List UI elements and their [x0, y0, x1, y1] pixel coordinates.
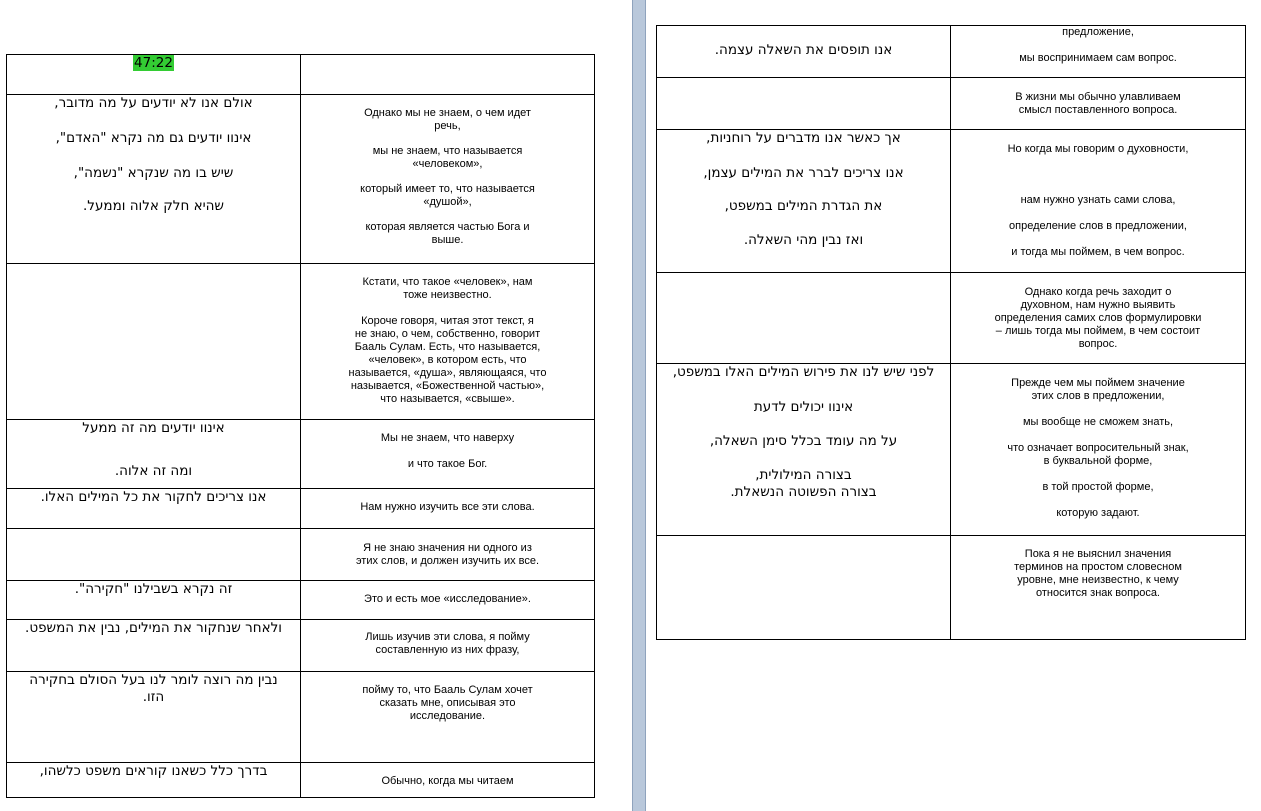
- table-row: [657, 364, 1246, 536]
- russian-line: Мы не знаем, что наверху: [380, 432, 515, 444]
- russian-line: предложение,: [1062, 26, 1134, 38]
- russian-line: в той простой форме,: [1042, 481, 1154, 493]
- hebrew-line: שהיא חלק אלוה וממעל.: [83, 198, 224, 214]
- russian-cell: [301, 529, 595, 581]
- hebrew-cell: [7, 264, 301, 420]
- table-row: [657, 536, 1246, 640]
- hebrew-cell: [657, 78, 951, 130]
- russian-cell: [301, 763, 595, 798]
- russian-line: который имеет то, что называется «душой»,: [360, 183, 535, 208]
- hebrew-line: בצורה המילולית, בצורה הפשוטה הנשאלת.: [730, 467, 877, 500]
- russian-line: Но когда мы говорим о духовности,: [1007, 143, 1189, 155]
- russian-line: Лишь изучив эти слова, я пойму составленную из них фразу,: [365, 631, 530, 656]
- hebrew-line: ולאחר שנחקור את המילים, נבין את המשפט.: [25, 620, 282, 636]
- russian-line: Нам нужно изучить все эти слова.: [360, 501, 535, 513]
- hebrew-cell: [7, 672, 301, 763]
- hebrew-line: אנו תופסים את השאלה עצמה.: [714, 42, 893, 58]
- hebrew-cell: [657, 536, 951, 640]
- hebrew-line: זה נקרא בשבילנו "חקירה".: [74, 581, 233, 597]
- hebrew-cell: [7, 55, 301, 95]
- russian-line: пойму то, что Бааль Сулам хочет сказать мне, описывая это исследование.: [362, 684, 533, 722]
- table-row: [7, 489, 595, 529]
- hebrew-line: בדרך כלל כשאנו קוראים משפט כלשהו,: [39, 763, 268, 779]
- table-row: [657, 130, 1246, 273]
- hebrew-line: אנו צריכים לברר את המילים עצמן,: [703, 165, 904, 181]
- russian-line: Короче говоря, читая этот текст, я не знаю, о чем, собственно, говорит Бааль Сулам. Есть, что называется, «человек», в котором есть, что называется, «душа», являющаяся, что называется, «Божественной частью», что называется, «свыше».: [348, 315, 547, 405]
- russian-cell: [951, 130, 1246, 273]
- table-row: [7, 763, 595, 798]
- hebrew-line: את הגדרת המילים במשפט,: [724, 198, 883, 214]
- russian-cell: [951, 536, 1246, 640]
- russian-cell: [301, 95, 595, 264]
- hebrew-cell: [657, 273, 951, 364]
- russian-cell: [301, 672, 595, 763]
- hebrew-line: על מה עומד בכלל סימן השאלה,: [709, 433, 898, 449]
- hebrew-line: אולם אנו לא יודעים על מה מדובר,: [54, 95, 253, 111]
- translation-table-left: [6, 54, 595, 798]
- table-row: [7, 55, 595, 95]
- table-row: [7, 264, 595, 420]
- russian-line: определение слов в предложении,: [1009, 220, 1187, 232]
- hebrew-line: אנו צריכים לחקור את כל המילים האלו.: [40, 489, 267, 505]
- russian-cell: [301, 420, 595, 489]
- timestamp-marker: 47:22: [134, 55, 173, 71]
- hebrew-line: נבין מה רוצה לומר לנו בעל הסולם בחקירה הזו.: [29, 672, 278, 705]
- table-row: [7, 620, 595, 672]
- table-row: [657, 273, 1246, 364]
- russian-line: Кстати, что такое «человек», нам тоже неизвестно.: [362, 276, 533, 301]
- hebrew-cell: [7, 581, 301, 620]
- hebrew-line: אינוו יודעים מה זה ממעל: [82, 420, 225, 436]
- russian-line: Однако когда речь заходит о духовном, нам нужно выявить определения самих слов формулировки – лишь тогда мы поймем, в чем состоит вопрос.: [994, 286, 1202, 350]
- hebrew-cell: [7, 420, 301, 489]
- russian-cell: [301, 581, 595, 620]
- hebrew-line: ומה זה אלוה.: [114, 463, 193, 479]
- russian-line: Прежде чем мы поймем значение этих слов в предложении,: [1011, 377, 1185, 402]
- hebrew-line: ואז נבין מהי השאלה.: [743, 232, 864, 248]
- russian-line: которую задают.: [1056, 507, 1140, 519]
- hebrew-cell: [7, 620, 301, 672]
- russian-cell: [301, 489, 595, 529]
- russian-line: Однако мы не знаем, о чем идет речь,: [364, 107, 531, 132]
- table-row: [7, 672, 595, 763]
- hebrew-cell: [7, 763, 301, 798]
- hebrew-cell: [657, 130, 951, 273]
- hebrew-cell: [7, 489, 301, 529]
- russian-line: нам нужно узнать сами слова,: [1020, 194, 1176, 206]
- russian-line: мы воспринимаем сам вопрос.: [1019, 52, 1177, 64]
- table-row: [7, 95, 595, 264]
- russian-line: Обычно, когда мы читаем: [381, 775, 514, 787]
- russian-line: мы не знаем, что называется «человеком»,: [372, 145, 523, 170]
- russian-line: которая является частью Бога и выше.: [365, 221, 530, 246]
- hebrew-cell: [7, 95, 301, 264]
- hebrew-line: אינוו יודעים גם מה נקרא "האדם",: [55, 130, 252, 146]
- russian-line: мы вообще не сможем знать,: [1022, 416, 1174, 428]
- hebrew-cell: [7, 529, 301, 581]
- russian-cell: [951, 364, 1246, 536]
- russian-cell: [301, 620, 595, 672]
- table-row: [7, 581, 595, 620]
- russian-line: что означает вопросительный знак, в буквальной форме,: [1007, 442, 1189, 467]
- russian-cell: [951, 26, 1246, 78]
- page-gutter: [632, 0, 646, 811]
- table-row: [7, 529, 595, 581]
- hebrew-line: שיש בו מה שנקרא "נשמה",: [73, 165, 234, 181]
- russian-cell: [301, 55, 595, 95]
- table-row: [657, 78, 1246, 130]
- russian-cell: [951, 78, 1246, 130]
- hebrew-cell: [657, 26, 951, 78]
- russian-line: и тогда мы поймем, в чем вопрос.: [1011, 246, 1185, 258]
- hebrew-line: לפני שיש לנו את פירוש המילים האלו במשפט,: [672, 364, 935, 380]
- russian-cell: [951, 273, 1246, 364]
- russian-line: Пока я не выяснил значения терминов на простом словесном уровне, мне неизвестно, к чему относится знак вопроса.: [1014, 548, 1182, 599]
- hebrew-line: אך כאשר אנו מדברים על רוחניות,: [706, 130, 901, 146]
- table-row: [657, 26, 1246, 78]
- russian-line: Это и есть мое «исследование».: [364, 593, 531, 605]
- russian-line: и что такое Бог.: [407, 458, 488, 470]
- hebrew-line: אינוו יכולים לדעת: [753, 399, 854, 415]
- table-row: [7, 420, 595, 489]
- hebrew-cell: [657, 364, 951, 536]
- russian-line: В жизни мы обычно улавливаем смысл поставленного вопроса.: [1015, 91, 1181, 116]
- russian-cell: [301, 264, 595, 420]
- translation-table-right: [656, 25, 1246, 640]
- russian-line: Я не знаю значения ни одного из этих слов, и должен изучить их все.: [355, 542, 540, 567]
